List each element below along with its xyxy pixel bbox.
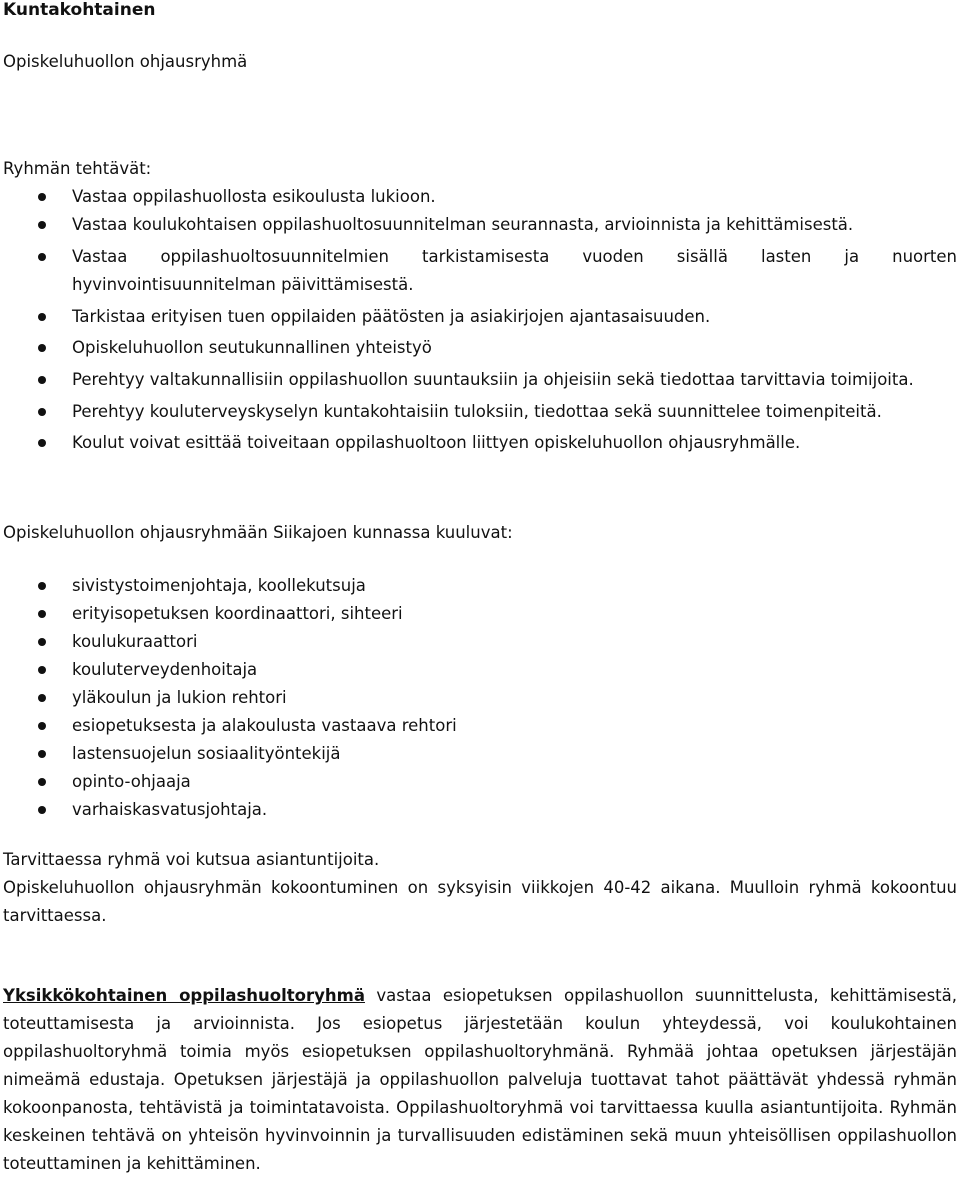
list-item: Perehtyy valtakunnallisiin oppilashuollon suuntauksiin ja ohjeisiin sekä tiedottaa tarvittavia toimijoita. bbox=[0, 366, 957, 394]
bullet-icon bbox=[38, 221, 46, 229]
bullet-icon bbox=[38, 778, 46, 786]
meeting-note: Opiskeluhuollon ohjausryhmän kokoontuminen on syksyisin viikkojen 40-42 aikana. Muulloin ryhmä kokoontuu tarvittaessa. bbox=[3, 878, 957, 925]
bullet-icon bbox=[38, 253, 46, 261]
list-item: Vastaa koulukohtaisen oppilashuoltosuunnitelman seurannasta, arvioinnista ja kehittämisestä. bbox=[0, 211, 957, 239]
page-title: Kuntakohtainen bbox=[3, 0, 156, 20]
bullet-icon bbox=[38, 694, 46, 702]
list-item: Perehtyy kouluterveyskyselyn kuntakohtaisiin tuloksiin, tiedottaa sekä suunnittelee toimenpiteitä. bbox=[0, 398, 957, 426]
list-item: opinto-ohjaaja bbox=[0, 768, 957, 796]
bullet-icon bbox=[38, 610, 46, 618]
list-item: Vastaa oppilashuoltosuunnitelmien tarkistamisesta vuoden sisällä lasten ja nuorten hyvinvointisuunnitelman päivittämisestä. bbox=[0, 243, 957, 299]
bullet-icon bbox=[38, 344, 46, 352]
bullet-icon bbox=[38, 439, 46, 447]
bullet-icon bbox=[38, 722, 46, 730]
bullet-icon bbox=[38, 750, 46, 758]
list-item: yläkoulun ja lukion rehtori bbox=[0, 684, 957, 712]
list-item: Vastaa oppilashuollosta esikoulusta lukioon. bbox=[0, 183, 957, 211]
list-item: erityisopetuksen koordinaattori, sihteeri bbox=[0, 600, 957, 628]
list-item: koulukuraattori bbox=[0, 628, 957, 656]
bullet-icon bbox=[38, 408, 46, 416]
section-title: Opiskeluhuollon ohjausryhmä bbox=[3, 52, 248, 71]
bullet-icon bbox=[38, 313, 46, 321]
list-item: Opiskeluhuollon seutukunnallinen yhteistyö bbox=[0, 334, 957, 362]
members-heading: Opiskeluhuollon ohjausryhmään Siikajoen kunnassa kuuluvat: bbox=[3, 523, 513, 542]
individual-group-term: Yksikkökohtainen oppilashuoltoryhmä bbox=[3, 986, 365, 1005]
list-item: esiopetuksesta ja alakoulusta vastaava rehtori bbox=[0, 712, 957, 740]
list-item: lastensuojelun sosiaalityöntekijä bbox=[0, 740, 957, 768]
bullet-icon bbox=[38, 193, 46, 201]
bullet-icon bbox=[38, 666, 46, 674]
individual-group-text: vastaa esiopetuksen oppilashuollon suunnittelusta, kehittämisestä, toteuttamisesta ja arvioinnista. Jos esiopetus järjestetään koulun yhteydessä, voi koulukohtainen oppilashuoltoryhmä toimia myös esiopetuksen oppilashuoltoryhmänä. Ryhmää johtaa opetuksen järjestäjän nimeämä edustaja. Opetuksen järjestäjä ja oppilashuollon palveluja tuottavat tahot päättävät yhdessä ryhmän kokoonpanosta, tehtävistä ja toimintatavoista. Oppilashuoltoryhmä voi tarvittaessa kuulla asiantuntijoita. Ryhmän keskeinen tehtävä on yhteisön hyvinvoinnin ja turvallisuuden edistäminen sekä muun yhteisöllisen oppilashuollon toteuttaminen ja kehittäminen. bbox=[3, 986, 957, 1173]
list-item: varhaiskasvatusjohtaja. bbox=[0, 796, 957, 824]
bullet-icon bbox=[38, 376, 46, 384]
list-item: Tarkistaa erityisen tuen oppilaiden päätösten ja asiakirjojen ajantasaisuuden. bbox=[0, 303, 957, 331]
bullet-icon bbox=[38, 582, 46, 590]
bullet-icon bbox=[38, 638, 46, 646]
individual-group-paragraph bbox=[3, 982, 957, 1178]
list-item: kouluterveydenhoitaja bbox=[0, 656, 957, 684]
members-list bbox=[0, 572, 957, 824]
list-item: Koulut voivat esittää toiveitaan oppilashuoltoon liittyen opiskeluhuollon ohjausryhmälle. bbox=[0, 429, 957, 457]
tasks-heading: Ryhmän tehtävät: bbox=[3, 159, 152, 178]
experts-note: Tarvittaessa ryhmä voi kutsua asiantuntijoita. bbox=[3, 850, 380, 869]
bullet-icon bbox=[38, 806, 46, 814]
tasks-list bbox=[0, 183, 957, 457]
list-item: sivistystoimenjohtaja, koollekutsuja bbox=[0, 572, 957, 600]
